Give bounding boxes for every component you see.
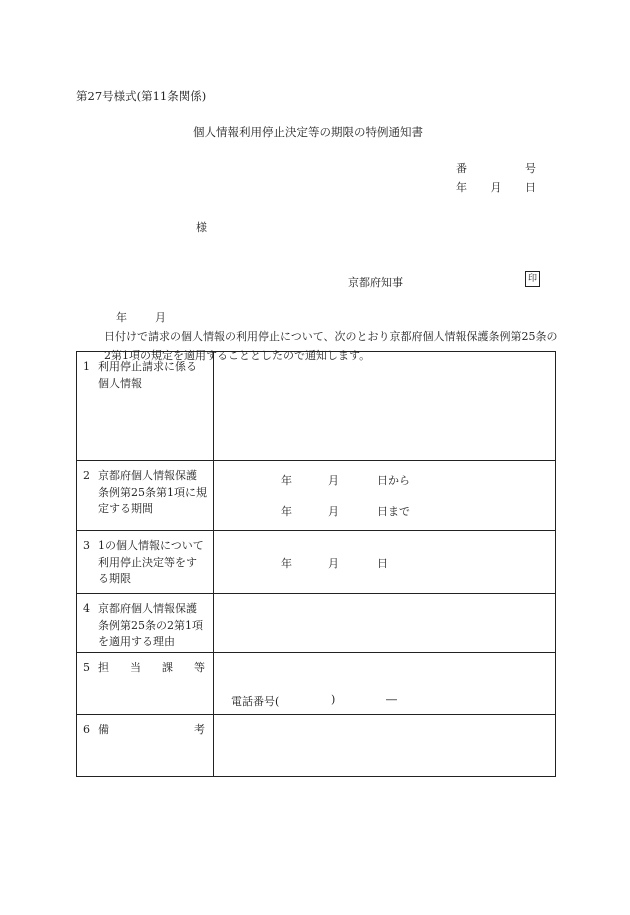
table-row	[77, 715, 556, 777]
table-row	[77, 594, 556, 653]
row1-label-cell	[77, 352, 214, 461]
row6-number: 6	[83, 723, 90, 736]
addressee-suffix: 様	[196, 221, 207, 234]
row3-label-cell	[77, 531, 214, 594]
row4-label-cell	[77, 594, 214, 653]
seal-mark: 印	[525, 271, 540, 287]
row2-label: 京都府個人情報保護条例第25条第1項に規定する期間	[98, 469, 207, 515]
row6-char: 備	[98, 723, 109, 736]
period-from-month: 月	[328, 474, 339, 487]
row6-value-cell[interactable]	[214, 715, 556, 777]
row5-number: 5	[83, 661, 90, 674]
table-row	[77, 531, 556, 594]
row4-value-cell[interactable]	[214, 594, 556, 653]
deadline-day: 日	[377, 557, 388, 570]
month-label: 月	[490, 181, 502, 194]
row6-label	[98, 722, 207, 739]
document-title: 個人情報利用停止決定等の期限の特例通知書	[193, 125, 423, 139]
table-row	[77, 653, 556, 715]
row1-label: 利用停止請求に係る個人情報	[98, 360, 197, 390]
period-to-year: 年	[281, 505, 292, 518]
row2-label-cell	[77, 461, 214, 531]
period-from-year: 年	[281, 474, 292, 487]
body-year: 年	[116, 311, 127, 324]
notice-table	[76, 351, 556, 777]
body-text: 日付けで請求の個人情報の利用停止について、次のとおり京都府個人情報保護条例第25条の2第1項の規定を適用することとしたので通知します。	[104, 330, 558, 362]
row5-label	[98, 660, 207, 677]
row6-char: 考	[194, 723, 205, 736]
row2-value-cell[interactable]	[214, 461, 556, 531]
row3-number: 3	[83, 539, 90, 552]
ban-label: 番	[456, 162, 467, 175]
phone-dash: ―	[386, 693, 397, 706]
body-month: 月	[155, 311, 166, 324]
period-from-day: 日から	[377, 474, 410, 487]
row3-value-cell[interactable]	[214, 531, 556, 594]
row1-number: 1	[83, 360, 90, 373]
document-date-line	[456, 179, 536, 195]
row4-number: 4	[83, 602, 90, 615]
deadline-month: 月	[328, 557, 339, 570]
row3-label: 1の個人情報について利用停止決定等をする期限	[98, 539, 204, 585]
row5-char: 担	[98, 661, 109, 674]
sender-name: 京都府知事	[348, 276, 403, 289]
year-label: 年	[456, 181, 467, 194]
document-number-line	[456, 160, 536, 176]
go-label: 号	[525, 162, 536, 175]
phone-close-paren: )	[331, 693, 336, 706]
row5-char: 当	[130, 661, 141, 674]
period-to-day: 日まで	[377, 505, 410, 518]
row2-number: 2	[83, 469, 90, 482]
deadline-year: 年	[281, 557, 292, 570]
period-to-month: 月	[328, 505, 339, 518]
row4-label: 京都府個人情報保護条例第25条の2第1項を適用する理由	[98, 602, 203, 648]
form-number: 第27号様式(第11条関係)	[76, 89, 207, 103]
table-row	[77, 461, 556, 531]
row5-char: 等	[194, 661, 205, 674]
row5-char: 課	[162, 661, 173, 674]
day-label: 日	[525, 181, 536, 194]
row5-label-cell	[77, 653, 214, 715]
row6-label-cell	[77, 715, 214, 777]
phone-label: 電話番号(	[231, 695, 280, 708]
row1-value-cell[interactable]	[214, 352, 556, 461]
table-row	[77, 352, 556, 461]
row5-value-cell[interactable]	[214, 653, 556, 715]
